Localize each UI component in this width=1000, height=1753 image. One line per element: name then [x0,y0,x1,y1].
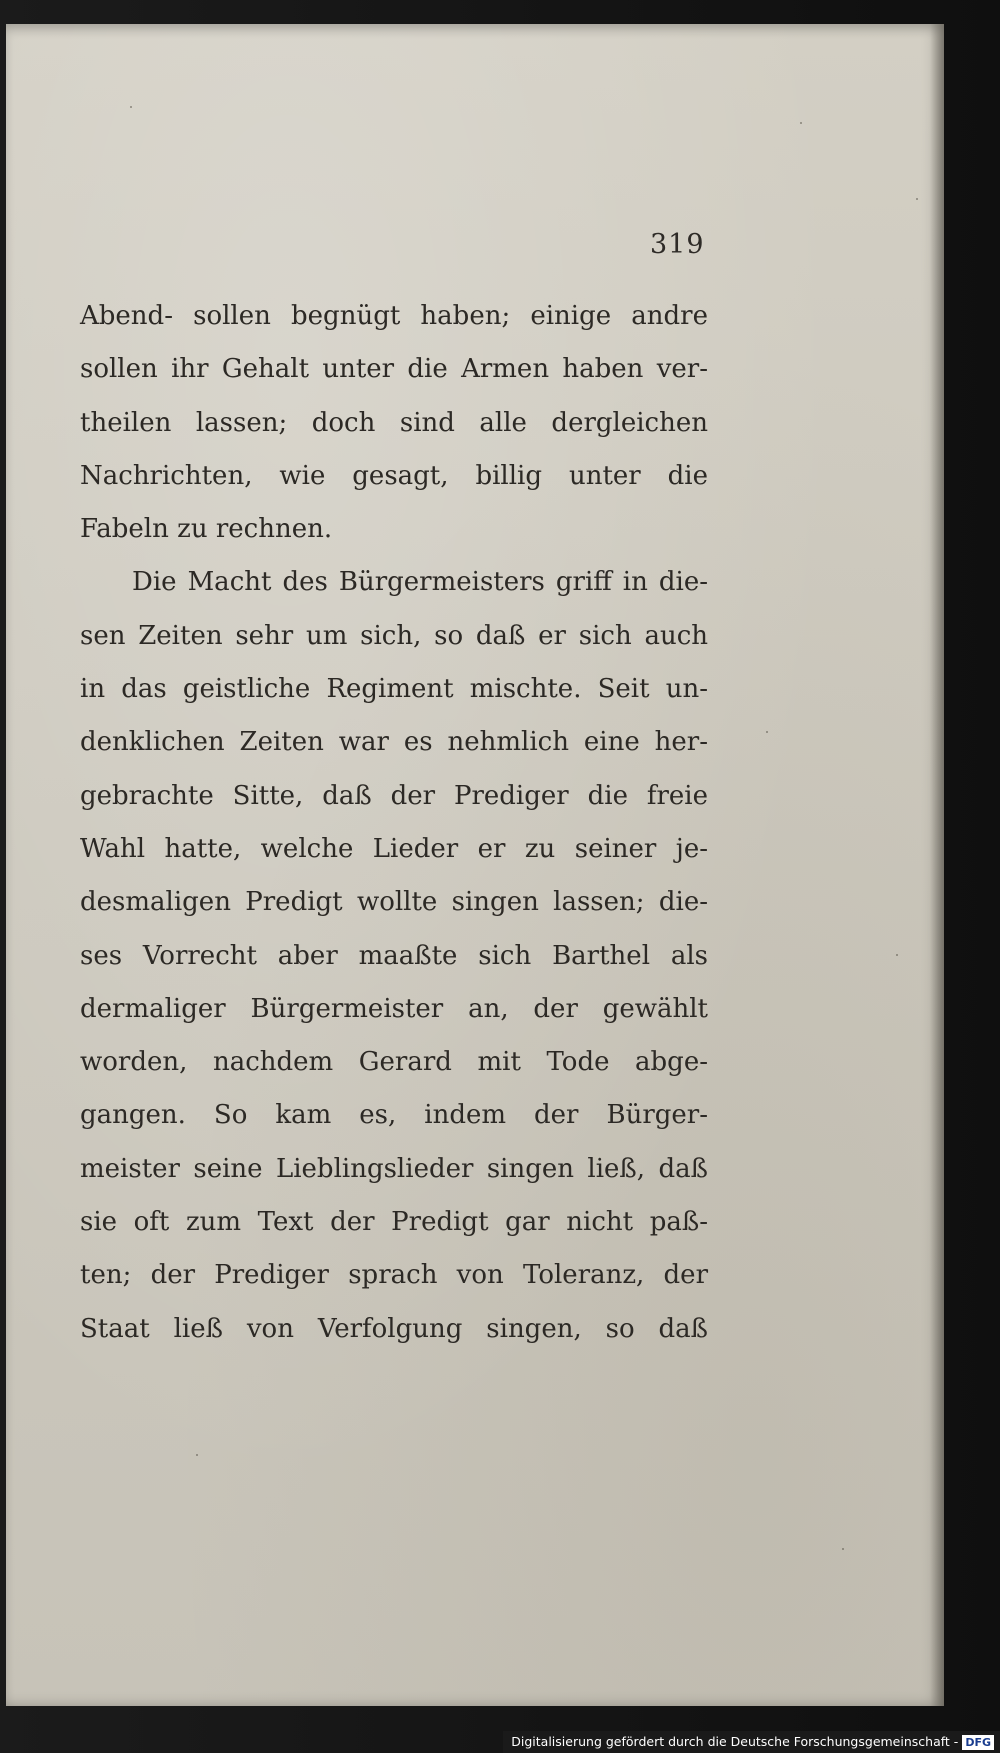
paper-speck [842,1548,844,1550]
text-line: Die Macht des Bürgermeisters griff in die- [132,567,708,598]
credit-text: Digitalisierung gefördert durch die Deutsche Forschungsgemeinschaft - [511,1734,959,1749]
text-line: desmaligen Predigt wollte singen lassen; die- [80,887,708,918]
page-number: 319 [650,229,705,260]
text-line: Abend- sollen begnügt haben; einige andre [80,301,708,331]
digitization-credit [503,1731,1000,1753]
paper-speck [916,198,918,200]
text-line: ten; der Prediger sprach von Toleranz, der [80,1260,708,1291]
text-line: theilen lassen; doch sind alle dergleichen [80,407,708,438]
text-line: meister seine Lieblingslieder singen ließ, daß [80,1153,708,1184]
paper-speck [130,106,132,108]
text-line: gangen. So kam es, indem der Bürger- [80,1100,708,1131]
page-edge-shadow [930,24,944,1706]
text-line: gebrachte Sitte, daß der Prediger die freie [80,780,708,811]
text-line: worden, nachdem Gerard mit Tode abge- [80,1047,708,1078]
text-line: dermaliger Bürgermeister an, der gewählt [80,993,708,1024]
paper-speck [896,954,898,956]
text-line: sen Zeiten sehr um sich, so daß er sich auch [80,620,708,651]
text-line: sollen ihr Gehalt unter die Armen haben ver- [80,354,708,385]
book-page [6,24,944,1706]
paper-speck [196,1454,198,1456]
text-line: Fabeln zu rechnen. [80,514,333,545]
paper-speck [800,122,802,124]
text-line: ses Vorrecht aber maaßte sich Barthel als [80,940,708,971]
dfg-logo: DFG [962,1735,994,1750]
body-text [80,290,708,1356]
text-line: Wahl hatte, welche Lieder er zu seiner je- [80,833,708,864]
text-line: sie oft zum Text der Predigt gar nicht paß- [80,1207,708,1238]
text-line: denklichen Zeiten war es nehmlich eine her- [80,727,708,758]
text-line: Staat ließ von Verfolgung singen, so daß [80,1313,708,1344]
paper-speck [766,731,768,733]
text-line: Nachrichten, wie gesagt, billig unter die [80,460,708,491]
text-line: in das geistliche Regiment mischte. Seit un- [80,674,708,705]
